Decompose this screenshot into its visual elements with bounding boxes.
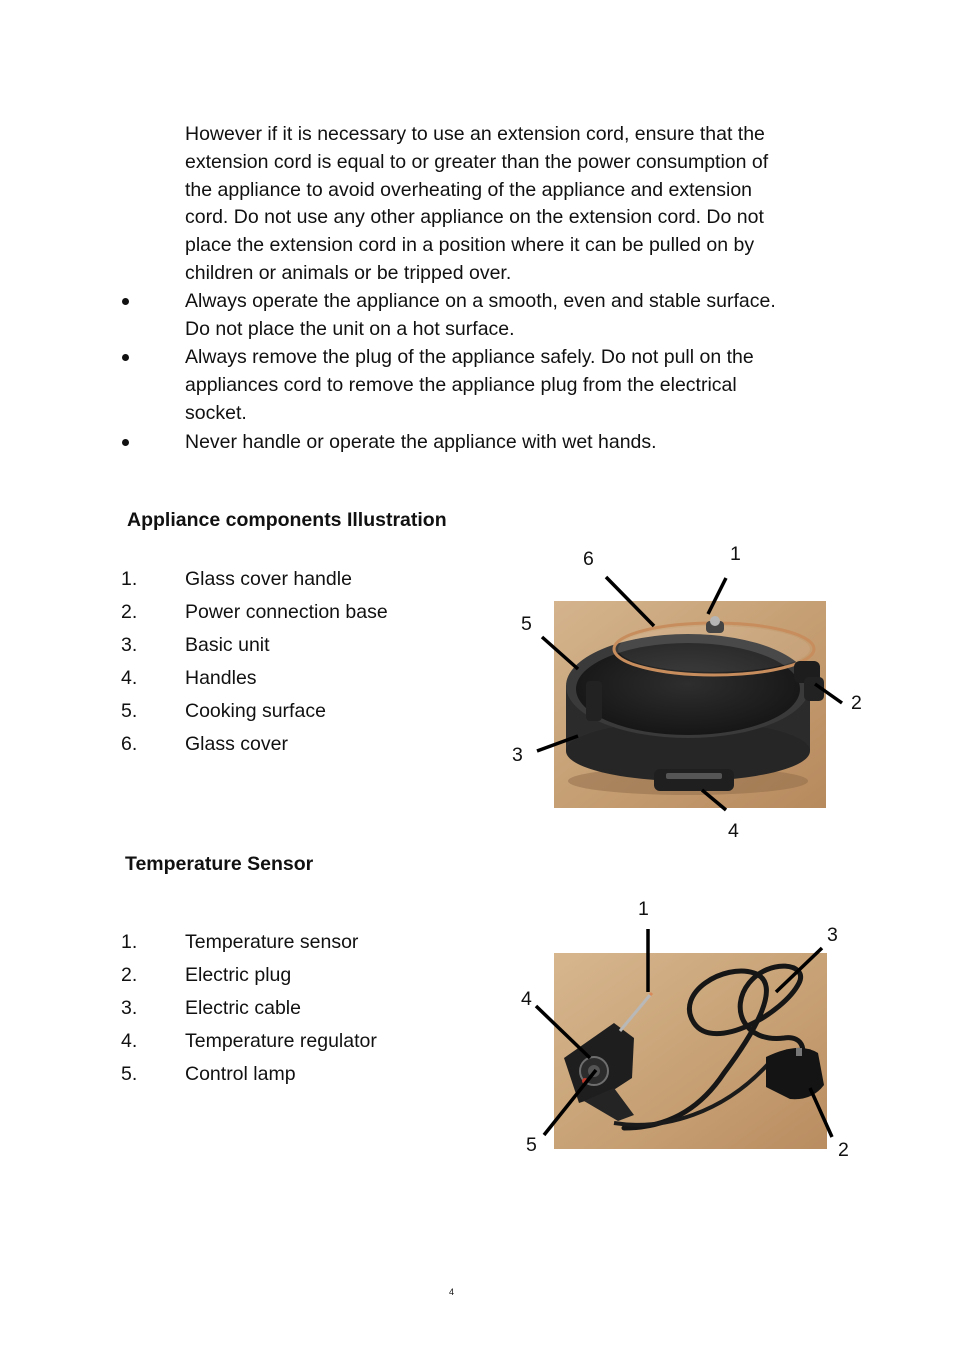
callout-label-2: 2: [851, 692, 862, 714]
component-number: 4.: [121, 667, 138, 689]
bullet-line: Do not place the unit on a hot surface.: [185, 317, 515, 340]
component-label: Power connection base: [185, 601, 388, 623]
intro-line: place the extension cord in a position where it can be pulled on by: [185, 234, 755, 257]
sensor-number: 4.: [121, 1030, 138, 1052]
sensor-number: 5.: [121, 1063, 138, 1085]
component-number: 5.: [121, 700, 138, 722]
sensor-label: Temperature regulator: [185, 1030, 377, 1052]
sensor-callout-line-3: [776, 948, 822, 992]
intro-line: children or animals or be tripped over.: [185, 261, 512, 284]
component-label: Glass cover: [185, 733, 288, 755]
sensor-label: Control lamp: [185, 1063, 296, 1085]
component-number: 1.: [121, 568, 138, 590]
sensor-label: Electric cable: [185, 997, 301, 1019]
section-heading-components: Appliance components Illustration: [127, 509, 447, 531]
component-label: Basic unit: [185, 634, 270, 656]
sensor-label: Electric plug: [185, 964, 292, 986]
sensor-callout-line-4: [536, 1006, 590, 1058]
sensor-number: 2.: [121, 964, 138, 986]
sensor-number: 1.: [121, 931, 138, 953]
component-number: 2.: [121, 601, 138, 623]
intro-line: extension cord is equal to or greater than the power consumption of: [185, 150, 769, 173]
sensor-callout-label-3: 3: [827, 924, 838, 946]
component-label: Cooking surface: [185, 700, 326, 722]
component-number: 6.: [121, 733, 138, 755]
sensor-callout-label-5: 5: [526, 1134, 537, 1156]
bullet-line: Always remove the plug of the appliance safely. Do not pull on the: [185, 346, 754, 368]
sensor-callout-line-2: [810, 1088, 832, 1137]
intro-line: the appliance to avoid overheating of the appliance and extension: [185, 178, 753, 201]
bullet-line: Never handle or operate the appliance with wet hands.: [185, 431, 657, 453]
sensor-number: 3.: [121, 997, 138, 1019]
callout-label-4: 4: [728, 820, 739, 842]
sensor-callout-line-5: [544, 1070, 596, 1135]
bullet-line: socket.: [185, 401, 247, 424]
callout-label-5: 5: [521, 613, 532, 635]
intro-line: cord. Do not use any other appliance on the extension cord. Do not: [185, 206, 764, 229]
bullet-line: appliances cord to remove the appliance plug from the electrical: [185, 373, 737, 396]
intro-line: However if it is necessary to use an extension cord, ensure that the: [185, 123, 765, 145]
sensor-label: Temperature sensor: [185, 931, 359, 953]
section-heading-sensor: Temperature Sensor: [125, 853, 314, 875]
sensor-callout-label-2: 2: [838, 1139, 849, 1161]
component-label: Glass cover handle: [185, 568, 352, 590]
page-number: 4: [449, 1287, 455, 1297]
component-number: 3.: [121, 634, 138, 656]
callout-label-6: 6: [583, 548, 594, 570]
component-label: Handles: [185, 667, 257, 689]
sensor-callout-label-4: 4: [521, 988, 532, 1010]
bullet-line: Always operate the appliance on a smooth, even and stable surface.: [185, 290, 776, 312]
callout-label-1: 1: [730, 543, 741, 565]
sensor-callout-label-1: 1: [638, 898, 649, 920]
callout-label-3: 3: [512, 744, 523, 766]
